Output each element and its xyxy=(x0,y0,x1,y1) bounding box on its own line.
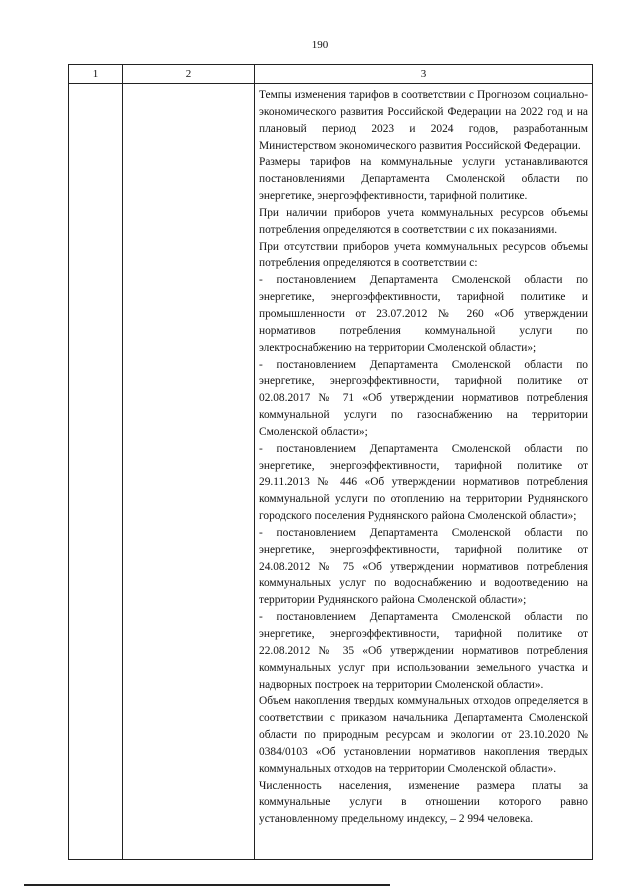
table-header-row xyxy=(69,65,593,84)
table-body-row xyxy=(69,84,593,860)
cell-content xyxy=(255,84,592,828)
paragraph-population: Численность населения, изменение размера платы за коммунальные услуги в отношении которого равно установленному предельному индексу, – 2 994 человека. xyxy=(259,779,588,826)
paragraph-tariff-sizes: Размеры тарифов на коммунальные услуги устанавливаются постановлениями Департамента Смоленской области по энергетике, энергоэффективности, тарифной политике. xyxy=(259,156,588,203)
document-table xyxy=(68,64,593,860)
list-item-water: - постановлением Департамента Смоленской области по энергетике, энергоэффективности, тарифной политике от 24.08.2012 № 75 «Об утверждении нормативов потребления коммунальных услуг по водоснабжению и водоотведению на территории Руднянского района Смоленской области»; xyxy=(259,526,588,607)
paragraph-solid-waste: Объем накопления твердых коммунальных отходов определяется в соответствии с приказом начальника Департамента Смоленской области по природным ресурсам и экологии от 23.10.2020 № 0384/0103 «Об установлении нормативов накопления твердых коммунальных отходов на территории Смоленской области». xyxy=(259,695,588,775)
list-item-gas: - постановлением Департамента Смоленской области по энергетике, энергоэффективности, тарифной политике от 02.08.2017 № 71 «Об утверждении нормативов потребления коммунальной услуги по газоснабжению на территории Смоленской области»; xyxy=(259,358,588,438)
paragraph-tariff-rates: Темпы изменения тарифов в соответствии с Прогнозом социально-экономического развития Российской Федерации на 2022 год и на плановый период 2023 и 2024 годов, разработанным Министерством экономического развития Российской Федерации. xyxy=(259,89,588,152)
column-header-3: 3 xyxy=(255,65,593,84)
footer-divider xyxy=(24,884,390,886)
list-item-land-plot: - постановлением Департамента Смоленской области по энергетике, энергоэффективности, тарифной политике от 22.08.2012 № 35 «Об утверждении нормативов потребления коммунальных услуг при использовании земельного участка и надворных построек на территории Смоленской области». xyxy=(259,611,588,691)
column-header-1: 1 xyxy=(69,65,123,84)
table-cell-column-1 xyxy=(69,84,123,860)
paragraph-with-meters: При наличии приборов учета коммунальных ресурсов объемы потребления определяются в соответствии с их показаниями. xyxy=(259,206,588,236)
table-cell-column-2 xyxy=(123,84,255,860)
column-header-2: 2 xyxy=(123,65,255,84)
paragraph-without-meters: При отсутствии приборов учета коммунальных ресурсов объемы потребления определяются в соответствии с: xyxy=(259,240,588,270)
list-item-electricity: - постановлением Департамента Смоленской области по энергетике, энергоэффективности, тарифной политике и промышленности от 23.07.2012 № 260 «Об утверждении нормативов потребления коммунальной услуги по электроснабжению на территории Смоленской области»; xyxy=(259,274,588,354)
page-number: 190 xyxy=(311,39,329,51)
list-item-heating: - постановлением Департамента Смоленской области по энергетике, энергоэффективности, тарифной политике от 29.11.2013 № 446 «Об утверждении нормативов потребления коммунальной услуги по отоплению на территории Руднянского городского поселения Руднянского района Смоленской области»; xyxy=(259,442,588,523)
table-cell-column-3 xyxy=(255,84,593,860)
